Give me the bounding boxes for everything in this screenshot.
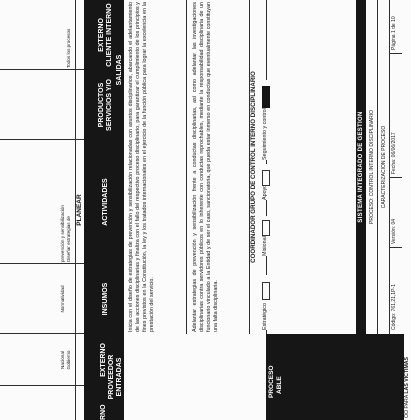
actividades-cell-line2: prevención y sensibilización: [60, 205, 65, 262]
col-sep-2: [0, 333, 84, 334]
document-code: Código: 761,21,1P-1: [391, 284, 397, 330]
role-row-bottom-border: [249, 0, 250, 334]
proveedor-externo-cell-line1: Gobierno: [66, 350, 71, 370]
entradas-header: ENTRADAS: [116, 334, 124, 420]
proveedor-externo-header: EXTERNO: [100, 334, 108, 386]
role-estrategico-checkbox: [262, 282, 270, 300]
proveedor-header: PROVEEDOR: [108, 334, 116, 420]
proveedor-externo-cell-line2: Nacional: [60, 351, 65, 369]
victimas-prefix: ÓO PARA: [404, 393, 410, 418]
role-seguimiento: Seguimiento y control: [262, 80, 271, 160]
insumos-header: INSUMOS: [102, 264, 110, 334]
salidas-header: SALIDAS: [116, 0, 124, 140]
planear-header: PLANEAR: [76, 194, 83, 226]
role-estrategico: Estratégico: [262, 275, 271, 330]
actividades-cell-line1: Diseñar estrategias de: [66, 216, 71, 262]
process-label-cell: [266, 334, 411, 420]
process-label: PROCESO: [268, 365, 275, 398]
actividades-header: ACTIVIDADES: [102, 140, 110, 264]
scope-paragraph: Inicia con el diseño de estrategias de prevención y sensibilización relacionadas con asuntos disciplinarios, abarcando el adelantamiento de las acciones disciplinarias y finaliza con el fallo del respectivo proceso disciplinario, para garantizar el cumplimiento de los principios y fines previstos en la Constitución, la ley y los tratados internacionales en el ejercicio de la función pública para lograr la excelencia en la prestación del servicio.: [128, 2, 155, 332]
productos-header: PRODUCTOS: [98, 70, 106, 140]
victimas-label: [404, 330, 411, 420]
document-type: CARACTERIZACION DE PROCESO: [380, 125, 387, 209]
objective-paragraph: Adelantar estrategias de prevención y sensibilización frente a conductas disciplinarias, así como adelantar las investigaciones disciplinarias contra servidores públicos en lo inherente con conductas reprochables, mediante la responsabilidad disciplinaria de un funcionario vinculado a la Entidad y de ser el caso, sancionatoria, que pueda estar inmerso en conductas que eventualmente constituyan una falta disciplinaria.: [192, 2, 219, 332]
header-sep-c: [390, 53, 402, 54]
header-sep-b: [390, 177, 402, 178]
responsable-title: COORDINADOR GRUPO DE CONTROL INTERNO DISCIPLINARIO: [250, 71, 257, 263]
header-divider-2: [389, 0, 390, 334]
cliente-externo-header: EXTERNO: [98, 0, 106, 70]
document-version: Versión: 04: [391, 218, 397, 244]
table-body-top-border: [75, 0, 76, 420]
document-date: Fecha: 06/06/2017: [391, 132, 397, 174]
col-sep-1: [0, 385, 84, 386]
objective-bottom-border: [186, 0, 187, 334]
insumos-cell: Normatividad: [60, 285, 65, 313]
col-sep-4: [0, 139, 84, 140]
cliente-header: CLIENTE INTERNO: [106, 0, 114, 70]
responsable-label: ABLE: [276, 376, 283, 394]
role-misional-checkbox: [262, 220, 270, 236]
role-apoyo-checkbox: [262, 170, 270, 186]
header-sep-a: [390, 247, 402, 248]
role-apoyo: Apoyo: [262, 164, 271, 200]
role-seguimiento-checkbox-checked: [262, 86, 270, 108]
cliente-cell: Todos los procesos: [66, 28, 71, 68]
process-line: PROCESO: CONTROL INTERNO DISCIPLINARIO: [368, 110, 375, 224]
document-page-number: Página 1 de 10: [391, 16, 397, 50]
col-sep-5: [0, 69, 84, 70]
col-sep-3: [0, 263, 84, 264]
servicios-header: SERVICIOS Y/O: [106, 70, 114, 140]
proveedor-interno-header: RNO: [100, 392, 108, 420]
victimas-emphasis: LAS VÍCTIMAS: [404, 356, 410, 394]
system-title-banner: SISTEMA INTEGRADO DE GESTION: [356, 0, 366, 334]
role-misional: Misional: [262, 216, 271, 256]
